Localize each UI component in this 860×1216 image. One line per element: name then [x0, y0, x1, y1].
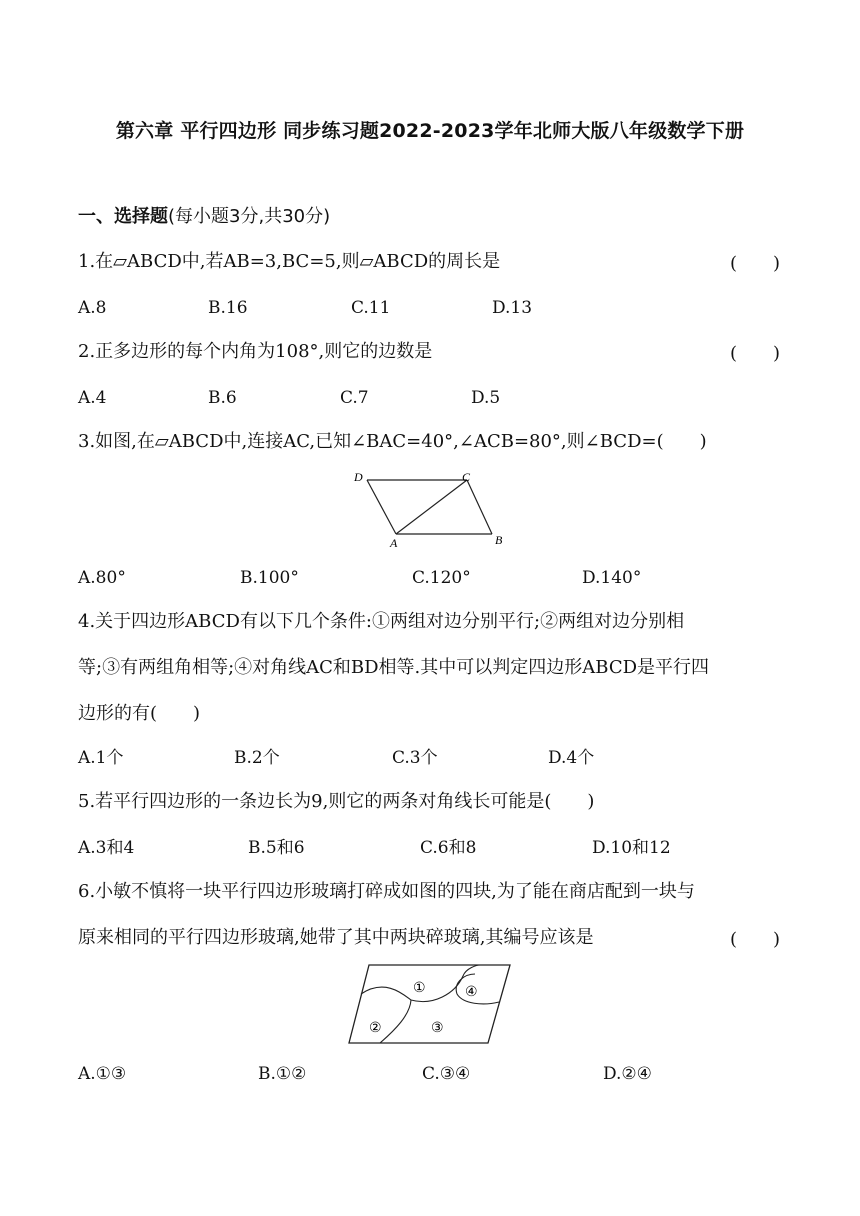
q3-option-d[interactable]: D.140° [582, 568, 642, 588]
q6-option-c[interactable]: C.③④ [422, 1064, 471, 1084]
q3-option-a[interactable]: A.80° [78, 568, 126, 588]
q3-option-c[interactable]: C.120° [412, 568, 471, 588]
q1-option-a[interactable]: A.8 [78, 298, 107, 318]
vertex-label-a: A [390, 536, 398, 550]
q2-option-c[interactable]: C.7 [340, 388, 369, 408]
q4-option-a[interactable]: A.1个 [78, 748, 124, 768]
piece-label-2: ② [369, 1021, 382, 1036]
question-5-stem: 5.若平行四边形的一条边长为9,则它的两条对角线长可能是( ) [78, 791, 595, 812]
question-1-bracket: ( ) [729, 253, 780, 274]
vertex-label-b: B [495, 533, 503, 547]
question-6-bracket: ( ) [729, 929, 780, 950]
q5-option-a[interactable]: A.3和4 [78, 838, 135, 858]
question-6-stem-line-1: 6.小敏不慎将一块平行四边形玻璃打碎成如图的四块,为了能在商店配到一块与 [78, 881, 695, 902]
question-6-stem-line-2: 原来相同的平行四边形玻璃,她带了其中两块碎玻璃,其编号应该是 [78, 927, 594, 948]
page-title: 第六章 平行四边形 同步练习题2022-2023学年北师大版八年级数学下册 [115, 120, 745, 142]
q1-option-b[interactable]: B.16 [208, 298, 248, 318]
section-header [78, 204, 780, 230]
q5-option-c[interactable]: C.6和8 [420, 838, 477, 858]
q6-option-a[interactable]: A.①③ [78, 1064, 127, 1084]
question-2-stem: 2.正多边形的每个内角为108°,则它的边数是 [78, 341, 433, 362]
q3-option-b[interactable]: B.100° [240, 568, 299, 588]
q6-option-d[interactable]: D.②④ [603, 1064, 652, 1084]
q2-option-a[interactable]: A.4 [78, 388, 107, 408]
parallelogram-figure [350, 466, 520, 556]
question-4-stem-line-1: 4.关于四边形ABCD有以下几个条件:①两组对边分别平行;②两组对边分别相 [78, 611, 685, 632]
q2-option-d[interactable]: D.5 [471, 388, 501, 408]
vertex-label-c: C [462, 470, 471, 484]
piece-label-1: ① [413, 981, 426, 996]
question-3-stem: 3.如图,在▱ABCD中,连接AC,已知∠BAC=40°,∠ACB=80°,则∠BCD=( ) [78, 431, 707, 452]
q1-option-d[interactable]: D.13 [492, 298, 533, 318]
section-note: (每小题3分,共30分) [168, 206, 331, 227]
q5-option-d[interactable]: D.10和12 [592, 838, 671, 858]
section-label: 一、选择题 [78, 206, 168, 227]
q4-option-d[interactable]: D.4个 [548, 748, 595, 768]
question-4-stem-line-3: 边形的有( ) [78, 703, 201, 724]
question-2-bracket: ( ) [729, 343, 780, 364]
question-1-stem: 1.在▱ABCD中,若AB=3,BC=5,则▱ABCD的周长是 [78, 251, 501, 272]
q5-option-b[interactable]: B.5和6 [248, 838, 305, 858]
piece-label-3: ③ [431, 1021, 444, 1036]
q4-option-c[interactable]: C.3个 [392, 748, 438, 768]
q4-option-b[interactable]: B.2个 [234, 748, 280, 768]
q1-option-c[interactable]: C.11 [351, 298, 391, 318]
piece-label-4: ④ [465, 985, 478, 1000]
vertex-label-d: D [354, 470, 363, 484]
q6-option-b[interactable]: B.①② [258, 1064, 307, 1084]
q2-option-b[interactable]: B.6 [208, 388, 237, 408]
broken-glass-figure [345, 960, 525, 1050]
question-4-stem-line-2: 等;③有两组角相等;④对角线AC和BD相等.其中可以判定四边形ABCD是平行四 [78, 657, 710, 678]
